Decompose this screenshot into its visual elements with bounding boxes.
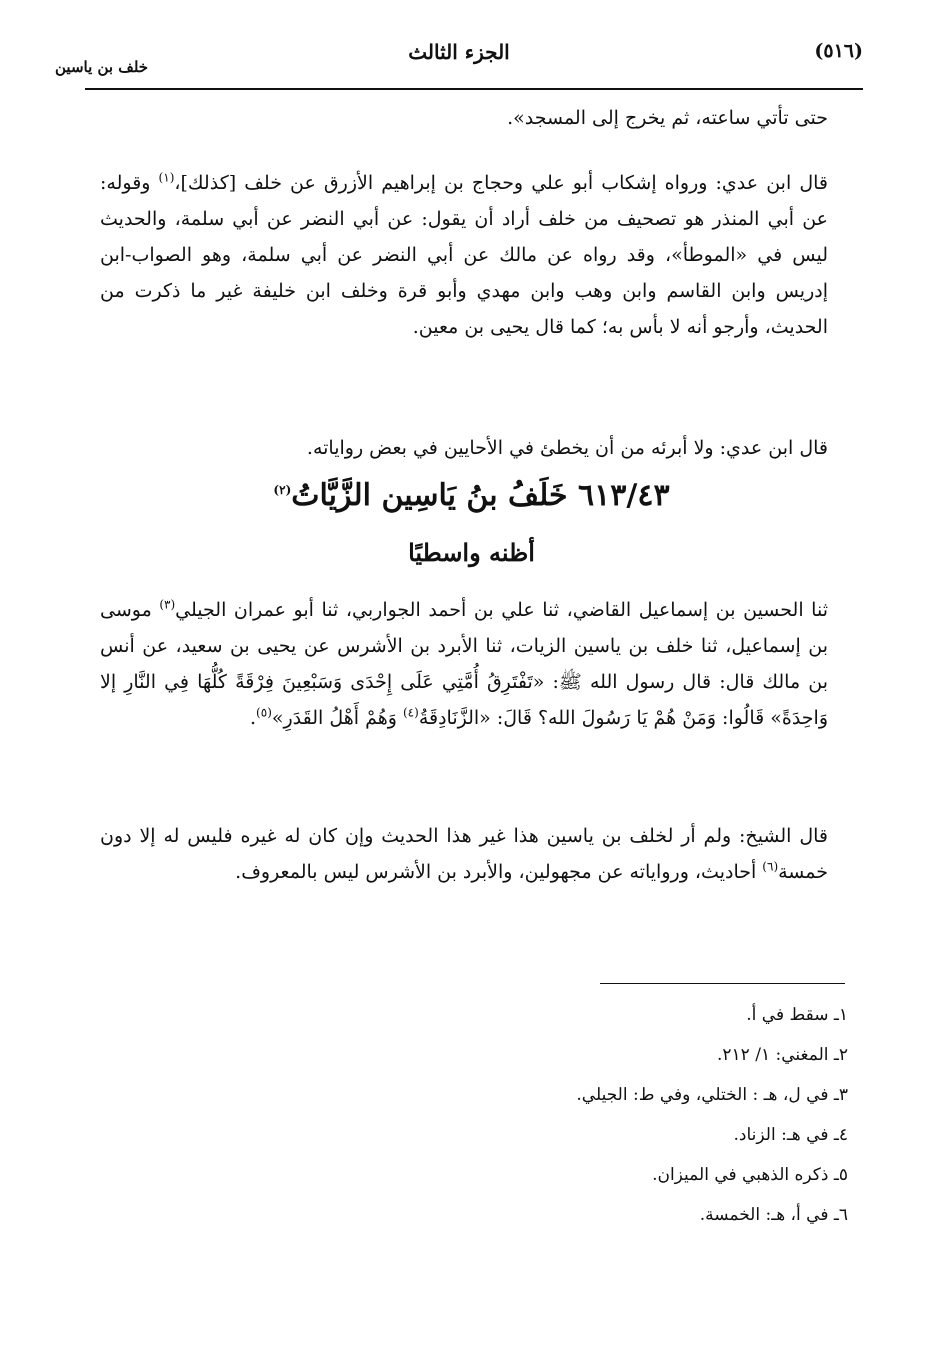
footnote-1: ١ـ سقط في أ.	[746, 1005, 848, 1025]
footnote-6: ٦ـ في أ، هـ: الخمسة.	[699, 1205, 848, 1225]
footnote-rule	[600, 983, 845, 984]
page-number: (٥١٦)	[814, 40, 863, 62]
paragraph-2-text-a: قال ابن عدي: ورواه إشكاب أبو علي وحجاج بن إبراهيم الأزرق عن خلف [كذلك]،	[174, 172, 828, 194]
paragraph-4-text-b: موسى بن إسماعيل، ثنا خلف بن ياسين الزيات، ثنا الأبرد بن الأشرس عن يحيى بن سعيد، عن أنس بن مالك قال: قال رسول الله ﷺ: «تَفْتَرِقُ أُمَّتِي عَلَى إِحْدَى وَسَبْعِينَ فِرْقَةً كُلُّهَا فِي النَّارِ إلا وَاحِدَةً» قَالُوا: وَمَنْ هُمْ يَا رَسُولَ الله؟ قَالَ: «الزَّنَادِقَةُ	[100, 599, 828, 729]
footnote-ref-4: (٤)	[402, 705, 419, 720]
entry-number: ٦١٣/٤٣	[578, 478, 670, 513]
entry-name: خَلَفُ بنُ يَاسِين الزَّيَّاتُ	[291, 478, 568, 513]
paragraph-5-text-b: أحاديث، ورواياته عن مجهولين، والأبرد بن الأشرس ليس بالمعروف.	[235, 861, 763, 883]
paragraph-4-text-a: ثنا الحسين بن إسماعيل القاضي، ثنا علي بن أحمد الجواربي، ثنا أبو عمران الجيلي	[175, 599, 828, 621]
paragraph-1: حتى تأتي ساعته، ثم يخرج إلى المسجد».	[507, 107, 828, 129]
paragraph-5-text-a: قال الشيخ: ولم أر لخلف بن ياسين هذا غير هذا الحديث وإن كان له غيره فليس له إلا دون خمسة	[100, 825, 828, 883]
footnote-ref-6: (٦)	[762, 859, 779, 874]
footnote-4: ٤ـ في هـ: الزناد.	[733, 1125, 848, 1145]
paragraph-4-text-c: وَهُمْ أَهْلُ القَدَرِ»	[271, 707, 403, 729]
entry-subtitle: أظنه واسطيًا	[408, 538, 535, 567]
volume-title: الجزء الثالث	[408, 40, 510, 64]
footnote-ref-5: (٥)	[256, 705, 272, 720]
paragraph-2	[100, 165, 828, 345]
footnote-5: ٥ـ ذكره الذهبي في الميزان.	[652, 1165, 848, 1185]
footnote-ref-2: (٢)	[273, 483, 292, 497]
footnotes	[300, 995, 848, 1235]
paragraph-2-text-b: وقوله: عن أبي المنذر هو تصحيف من خلف أراد أن يقول: عن أبي النضر عن أبي سلمة، والحديث ليس في «الموطأ»، وقد رواه عن مالك عن أبي النضر عن أبي سلمة، وهو الصواب-ابن إدريس وابن القاسم وابن وهب وابن مهدي وأبو قرة وخلف ابن خليفة غير ما ذكرت من الحديث، وأرجو أنه لا بأس به؛ كما قال يحيى بن معين.	[100, 172, 828, 338]
entry-heading	[0, 478, 943, 513]
footnote-2: ٢ـ المغني: ١/ ٢١٢.	[717, 1045, 848, 1065]
running-title: خلف بن ياسين	[55, 58, 149, 76]
paragraph-4	[100, 592, 828, 736]
paragraph-4-text-d: .	[250, 707, 257, 729]
footnote-ref-1: (١)	[158, 170, 175, 185]
header-rule	[85, 88, 863, 90]
footnote-3: ٣ـ في ل، هـ : الختلي، وفي ط: الجيلي.	[576, 1085, 848, 1105]
page-header	[55, 38, 863, 88]
footnote-ref-3: (٣)	[159, 597, 176, 612]
paragraph-5	[100, 818, 828, 890]
paragraph-3: قال ابن عدي: ولا أبرئه من أن يخطئ في الأحايين في بعض رواياته.	[306, 437, 828, 459]
